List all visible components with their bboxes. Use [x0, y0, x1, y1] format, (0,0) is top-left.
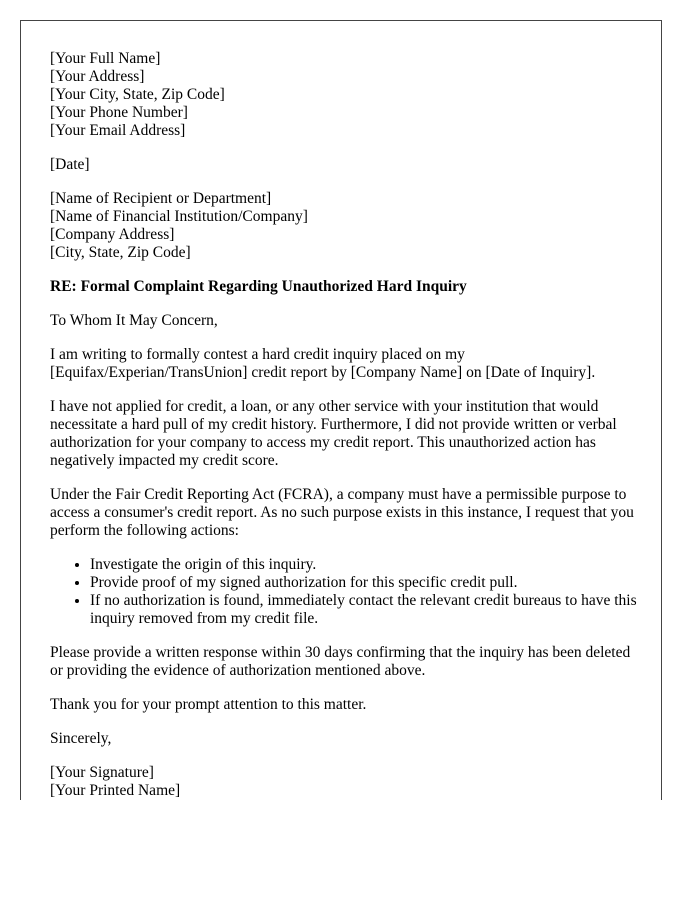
letter-page	[20, 20, 662, 800]
letter-body	[50, 50, 640, 800]
recipient-name: [Name of Recipient or Department]	[50, 190, 272, 207]
sender-block	[50, 50, 640, 140]
paragraph-contest: I am writing to formally contest a hard credit inquiry placed on my [Equifax/Experian/TransUnion] credit report by [Company Name] on [Date of Inquiry].	[50, 346, 596, 381]
sender-address: [Your Address]	[50, 68, 145, 85]
sign-off: Sincerely,	[50, 730, 112, 747]
salutation: To Whom It May Concern,	[50, 312, 218, 329]
recipient-city-state-zip: [City, State, Zip Code]	[50, 244, 191, 261]
printed-name: [Your Printed Name]	[50, 782, 181, 799]
sender-city-state-zip: [Your City, State, Zip Code]	[50, 86, 225, 103]
subject-line: RE: Formal Complaint Regarding Unauthorized Hard Inquiry	[50, 278, 467, 295]
paragraph-thanks: Thank you for your prompt attention to this matter.	[50, 696, 367, 713]
signature-placeholder: [Your Signature]	[50, 764, 154, 781]
list-item: • Investigate the origin of this inquiry.	[90, 556, 640, 574]
action-list	[50, 556, 640, 628]
letter-date: [Date]	[50, 156, 90, 173]
sender-phone: [Your Phone Number]	[50, 104, 188, 121]
list-item: • Provide proof of my signed authorization for this specific credit pull.	[90, 574, 640, 592]
paragraph-no-authorization: I have not applied for credit, a loan, or any other service with your institution that would necessitate a hard pull of my credit history. Furthermore, I did not provide written or verbal authorization for your company to access my credit report. This unauthorized action has negatively impacted my credit score.	[50, 398, 617, 469]
recipient-address: [Company Address]	[50, 226, 175, 243]
list-item: • If no authorization is found, immediately contact the relevant credit bureaus to have this inquiry removed from my credit file.	[90, 592, 640, 628]
paragraph-response-request: Please provide a written response within 30 days confirming that the inquiry has been deleted or providing the evidence of authorization mentioned above.	[50, 644, 631, 679]
paragraph-fcra: Under the Fair Credit Reporting Act (FCRA), a company must have a permissible purpose to access a consumer's credit report. As no such purpose exists in this instance, I request that you perform the following actions:	[50, 486, 634, 539]
sender-name: [Your Full Name]	[50, 50, 161, 67]
recipient-institution: [Name of Financial Institution/Company]	[50, 208, 308, 225]
sender-email: [Your Email Address]	[50, 122, 186, 139]
recipient-block	[50, 190, 640, 262]
